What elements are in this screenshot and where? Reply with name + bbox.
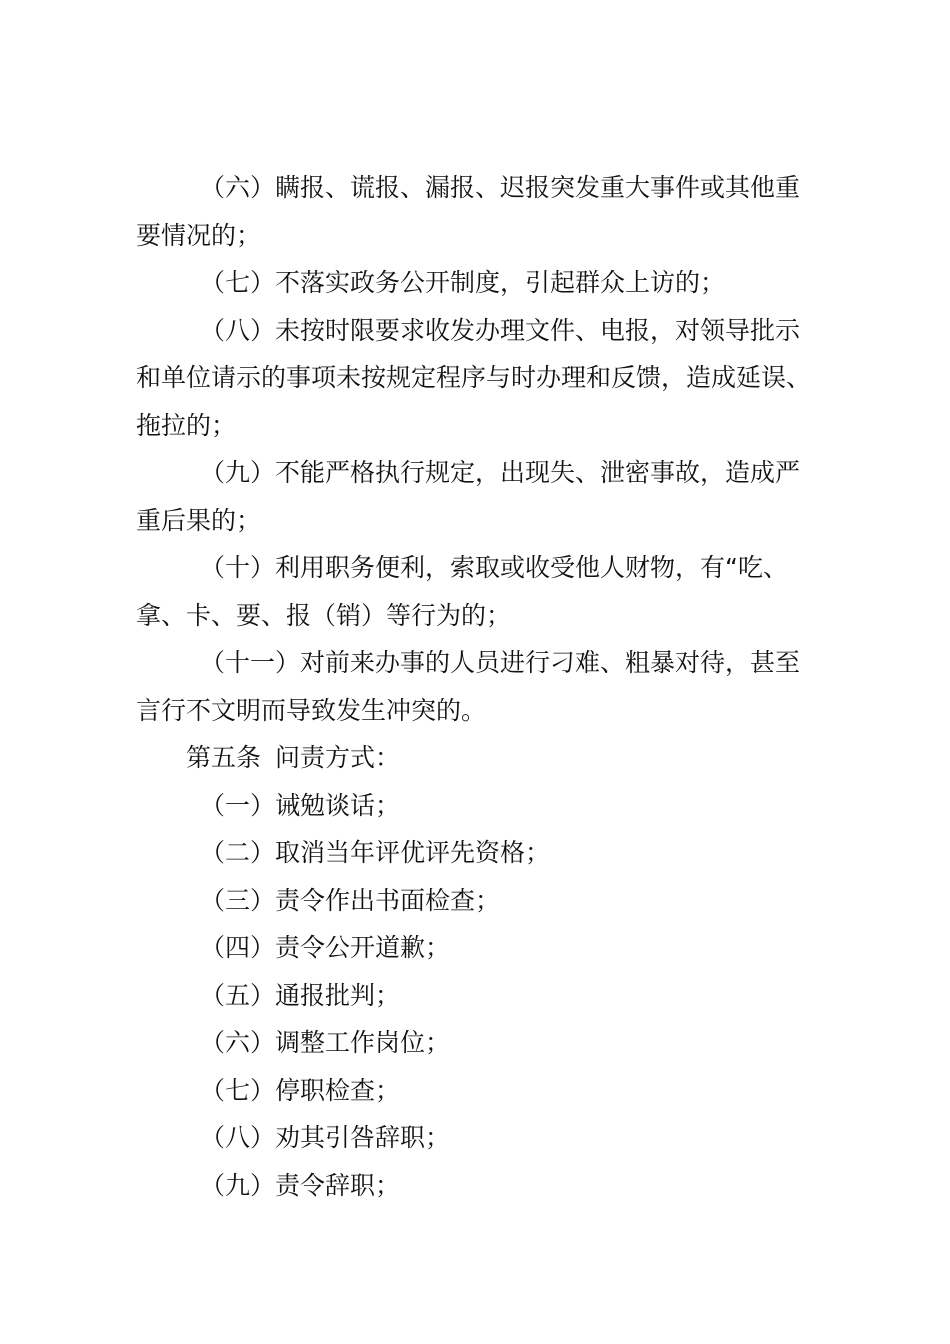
method-2: [136, 829, 836, 877]
clause-line: （七）不落实政务公开制度，引起群众上访的；: [200, 268, 726, 297]
clause-line: （九）不能严格执行规定，出现失、泄密事故，造成严: [200, 458, 801, 487]
clause-10: [136, 544, 836, 639]
method-9: [136, 1162, 836, 1210]
clause-6: [136, 164, 836, 259]
method-1: [136, 782, 836, 830]
article-number: 第五条: [186, 743, 262, 772]
clause-line: 重后果的；: [136, 505, 262, 535]
method-line: （一）诫勉谈话；: [200, 790, 401, 820]
article-title: 问责方式：: [275, 743, 401, 772]
clause-line: 言行不文明而导致发生冲突的。: [136, 695, 487, 725]
method-8: [136, 1114, 836, 1162]
clause-line: 拿、卡、要、报（销）等行为的；: [136, 600, 512, 630]
method-line: （五）通报批判；: [200, 980, 401, 1010]
clause-line: （十）利用职务便利，索取或收受他人财物，有“吃、: [200, 553, 788, 582]
clause-line: 拖拉的；: [136, 410, 237, 440]
method-line: （六）调整工作岗位；: [200, 1028, 451, 1057]
method-4: [136, 924, 836, 972]
method-7: [136, 1067, 836, 1115]
clause-8: [136, 307, 836, 450]
document-page: [136, 164, 836, 1209]
clause-line: （八）未按时限要求收发办理文件、电报，对领导批示: [200, 315, 801, 345]
method-3: [136, 877, 836, 925]
method-5: [136, 972, 836, 1020]
clause-9: [136, 449, 836, 544]
clause-line: （十一）对前来办事的人员进行刁难、粗暴对待，甚至: [200, 648, 801, 677]
clause-line: （六）瞒报、谎报、漏报、迟报突发重大事件或其他重: [200, 173, 801, 202]
clause-7: [136, 259, 836, 307]
method-line: （八）劝其引咎辞职；: [200, 1123, 451, 1152]
method-line: （九）责令辞职；: [200, 1170, 401, 1200]
article-5-heading: [136, 734, 836, 782]
method-line: （三）责令作出书面检查；: [200, 885, 501, 915]
method-6: [136, 1019, 836, 1067]
method-line: （七）停职检查；: [200, 1075, 401, 1105]
clause-11: [136, 639, 836, 734]
method-line: （四）责令公开道歉；: [200, 933, 451, 962]
clause-line: 和单位请示的事项未按规定程序与时办理和反馈，造成延误、: [136, 363, 812, 392]
clause-line: 要情况的；: [136, 220, 262, 250]
method-line: （二）取消当年评优评先资格；: [200, 838, 551, 867]
